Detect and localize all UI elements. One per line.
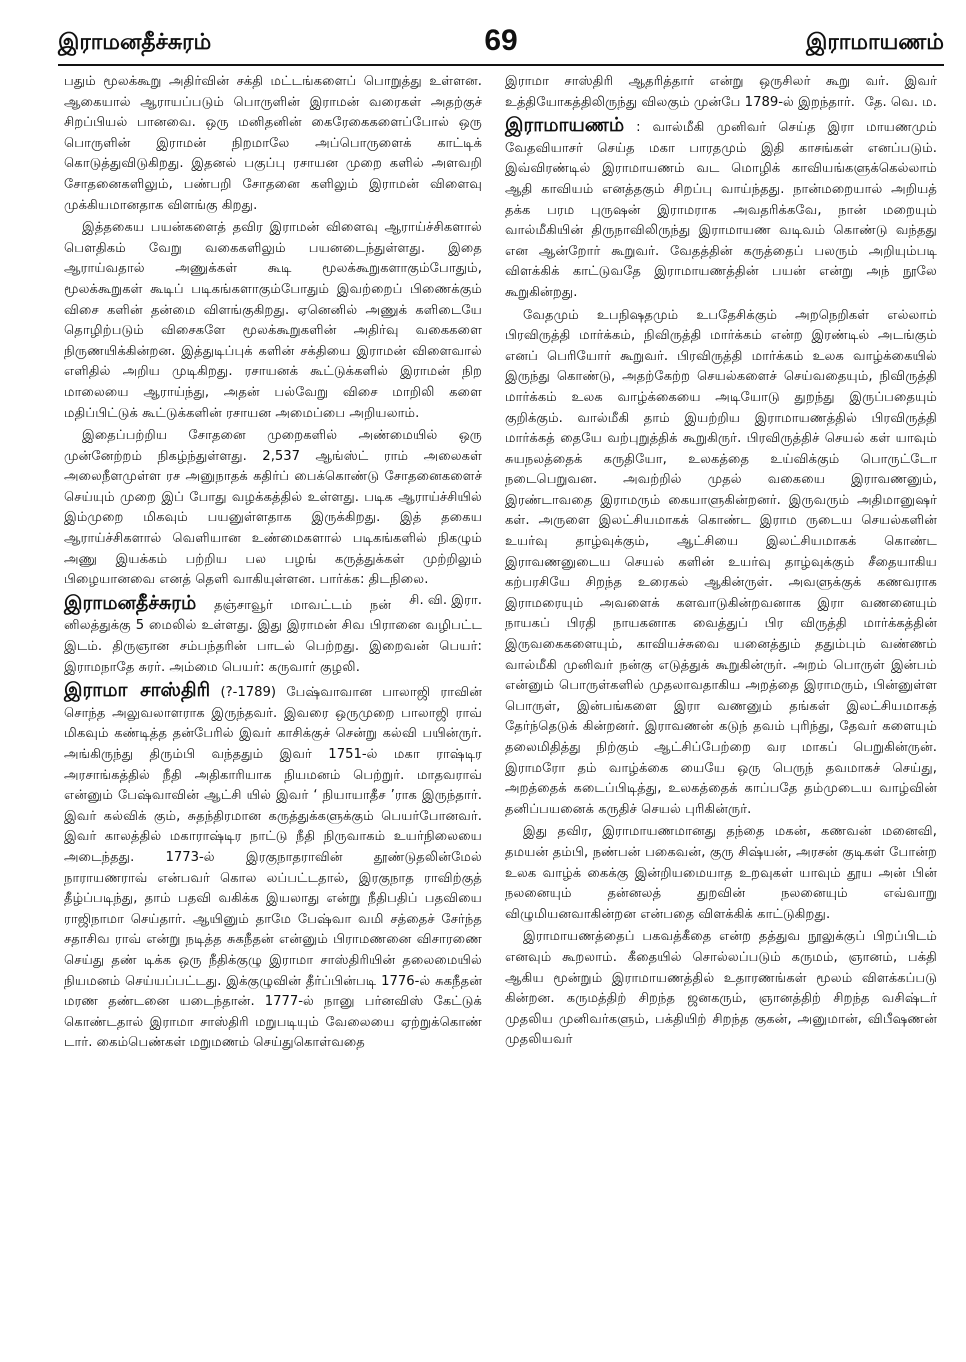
paragraph-text: இதைப்பற்றிய சோதனை முறைகளில் அண்மையில் ஒரு முன்னேற்றம் நிகழ்ந்துள்ளது. 2,537 ஆங்ஸ்ட் ராம் அலைகள் அலைநீளமுள்ள ரச அனுநாதக் கதிர்ப் பைக்கொண்டு சோதனைகளைச் செய்யும் முறை இப் போது வழக்கத்தில் உள்ளது. படிக ஆராய்ச்சியில் இம்முறை மிகவும் பயனுள்ளதாக இருக்கிறது. இத் தகைய ஆராய்ச்சிகளால் வெளியான உண்மைகளால் படிகங்களில் நிகழும் அணு இயக்கம் பற்றிய பல பழங் கருத்துக்கள் முற்றிலும் பிழையானவை எனத் தெளி வாகியுள்ளன. பார்க்க: திடநிலை. — [64, 428, 482, 588]
paragraph-text: இராமா சாஸ்திரி ஆதரித்தார் என்று ஒருசிலர் கூறு வர். இவர் உத்தியோகத்திலிருந்து விலகும் முன்பே 1789-ல் இறந்தார். — [505, 74, 937, 110]
paragraph: இத்தகைய பயன்களைத் தவிர இராமன் விளைவு ஆராய்ச்சிகளால் பௌதிகம் வேறு வகைகளிலும் பயனடைந்துள்ளது. இதை ஆராய்வதால் அணுக்கள் கூடி மூலக்கூறுகளாகும்போதும், மூலக்கூறுகள் கூடிப் படிகங்களாகும்போதும் இவற்றைப் பிணைக்கும் விசை களின் தன்மை விளங்குகிறது. ஏனெனில் அணுக் களிடையே தொழிற்படும் விசைகளே மூலக்கூறுகளின் அதிர்வு வகைகளை நிருணயிக்கின்றன. இத்துடிப்புக் களின் சக்தியை இராமன் விளைவால் எளிதில் அறிய முடிகிறது. ரசாயனக் கூட்டுக்களில் இராமன் நிற மாலையை ஆராய்ந்து, அதன் பல்வேறு விசை மாறிலி களை மதிப்பிட்டுக் கூட்டுக்களின் ரசாயன அமைப்பை அறியலாம். — [64, 220, 482, 421]
entry-rama-sastri — [64, 680, 482, 1054]
entry-dates: (?-1789) — [220, 685, 277, 701]
entry-heading: இராமா சாஸ்திரி — [64, 679, 211, 702]
author-initials: தே. வெ. ம. — [864, 94, 937, 110]
entry-body: பேஷ்வாவான பாலாஜி ராவின் சொந்த அலுவலாளராக இருந்தவர். இவரை ஒருமுறை பாலாஜி ராவ் மிகவும் கண்டித்த தன்பேரில் இவர் காசிக்குச் சென்று கல்வி பயின்ருர். அங்கிருந்து திரும்பி வந்ததும் இவர் 1751-ல் மகா ராஷ்டிர அரசாங்கத்தில் நீதி அதிகாரியாக நியமனம் பெற்றுர். மாதவராவ் என்னும் பேஷ்வாவின் ஆட்சி யில் இவர் ‘ நியாயாதீச ’ராக இருந்தார். இவர் கல்விக் கும், சுதந்திரமான கருத்துக்களுக்கும் பெயர்போனவர். இவர் காலத்தில் மகாராஷ்டிர நாட்டு நீதி நிருவாகம் உயர்நிலையை அடைந்தது. 1773-ல் இரகுநாதராவின் தூண்டுதலின்மேல் நாராயணராவ் என்பவர் கொல லப்பட்டதால், இரகுநாத ராவிற்குத் தீழ்ப்படிந்து, தாம் பதவி வகிக்க இயலாது என்று நீதிபதிப் பதவியை ராஜிநாமா செய்தார். ஆயினும் தாமே பேஷ்வா வமி சத்தைச் சேர்ந்த சதாசிவ ராவ் என்று நடித்த சுகநீதன் என்னும் பிராமணனை விசாரணை செய்து தண் டிக்க ஒரு நீதிக்குழு இராமா சாஸ்திரியின் தலைமையில் நியமனம் செய்யப்பட்டது. இக்குழுவின் தீர்ப்பின்படி 1776-ல் சுகநீதன் மரண தண்டனை யடைந்தான். 1777-ல் நானு பர்னவிஸ் கேட்டுக் கொண்டதால் இராமா சாஸ்திரி மறுபடியும் வேலையை ஏற்றுக்கொண் டார். கைம்பெண்கள் மறுமணம் செய்துகொள்வதை — [64, 685, 482, 1051]
running-head-right: இராமாயணம் — [805, 30, 944, 55]
paragraph — [505, 72, 937, 113]
entry-body: : வால்மீகி முனிவர் செய்த இரா மாயணமும் வேதவியாசர் செய்த மகா பாரதமும் இதி காசங்கள் எனப்படும். இவ்விரண்டில் இராமாயணம் வட மொழிக் காவியங்களுக்கெல்லாம் ஆதி காவியம் எனத்தகும் சிறப்பு வாய்ந்தது. நான்மறையால் அறியத் தக்க பரம புருஷன் இராமராக அவதரிக்கவே, நான் மறையும் வால்மீகியின் திருநாவிலிருந்து இராமாயண வடிவம் கொண்டு வந்தது என ஆன்றோர் கூறுவர். வேதத்தின் கருத்தைப் பலரும் அறியும்படி விளக்கிக் காட்டுவதே இராமாயணத்தின் பயன் என்று அந் நூலே கூறுகின்றது. — [505, 120, 937, 300]
left-column — [64, 72, 482, 1056]
page-header — [58, 26, 944, 62]
entry-body: தஞ்சாவூர் மாவட்டம் நன் னிலத்துக்கு 5 மைலில் உள்ளது. இது இராமன் சிவ பிரானை வழிபட்ட இடம். திருஞான சம்பந்தரின் பாடல் பெற்றது. இறைவன் பெயர்: இராமநாதே சுரர். அம்மை பெயர்: கருவார் குழலி. — [64, 597, 482, 675]
header-rule — [58, 64, 944, 66]
paragraph: இராமாயணத்தைப் பகவத்கீதை என்ற தத்துவ நூலுக்குப் பிறப்பிடம் எனவும் கூறலாம். கீதையில் சொல்லப்படும் கருமம், ஞானம், பக்தி ஆகிய மூன்றும் இராமாயணத்தில் உதாரணங்கள் மூலம் விளக்கப்படு கின்றன. கருமத்திற் சிறந்த ஜனகரும், ஞானத்திற் சிறந்த வசிஷ்டர் முதலிய முனிவர்களும், பக்தியிற் சிறந்த குகன், அனுமான், விபீஷணன் முதலியவர் — [505, 929, 937, 1048]
entry-heading: இராமாயணம் — [505, 114, 625, 137]
right-column — [505, 72, 937, 1053]
paragraph: இது தவிர, இராமாயணமானது தந்தை மகன், கணவன் மனைவி, தமயன் தம்பி, நண்பன் பகைவன், குரு சிஷ்யன், அரசன் குடிகள் போன்ற உலக வாழ்க் கைக்கு இன்றியமையாத உறவுகள் யாவும் தூய அன் பின் நலனையும் தன்னலத் துறவின் நலனையும் எவ்வாறு விழுமியனவாகின்றன என்பதை விளக்கிக் காட்டுகிறது. — [505, 824, 937, 922]
page-number: 69 — [484, 24, 518, 57]
paragraph: பதும் மூலக்கூறு அதிர்வின் சக்தி மட்டங்களைப் பொறுத்து உள்ளன. ஆகையால் ஆராயப்படும் பொருளின் இராமன் வரைகள் அதற்குச் சிறப்பியல் பானவை. ஒரு மனிதனின் கைரேகைகளைப்போல் ஒரு பொருளின் இராமன் நிறமாலே அப்பொருளைக் காட்டிக் கொடுத்துவிடுகிறது. இதனல் பகுப்பு ரசாயன முறை களில் அளவறி சோதனைகளிலும், பண்பறி சோதனை களிலும் இராமன் விளைவு முக்கியமானதாக விளங்கு கிறது. — [64, 74, 482, 213]
paragraph: வேதமும் உபநிஷதமும் உபதேசிக்கும் அறநெறிகள் எல்லாம் பிரவிருத்தி மார்க்கம், நிவிருத்தி மார்க்கம் என்ற இரண்டில் அடங்கும் எனப் பெரியோர் கூறுவர். பிரவிருத்தி மார்க்கம் உலக வாழ்க்கையில் இருந்து கொண்டு, அதற்கேற்ற செயல்களைச் செய்வதையும், நிவிருத்தி மார்க்கம் உலக வாழ்க்கையை அடியோடு துறந்து இருப்பதையும் குறிக்கும். வால்மீகி தாம் இயற்றிய இராமாயணத்தில் பிரவிருத்தி மார்க்கத் தையே வற்புறுத்திக் கூறுகிருர். பிரவிருத்திச் செயல் கள் யாவும் சுயநலத்தைக் கருதியோ, உலகத்தை உய்விக்கும் பொருட்டோ நடைபெறுவன. அவற்றில் முதல் வகையை இராவணனும், இரண்டாவதை இராமரும் கையாளுகின்றனர். இருவரும் அதிமானுஷர் கள். அருளை இலட்சியமாகக் கொண்ட இராம ருடைய செயல்களின் உயர்வு தாழ்வுக்கும், ஆட்சியை இலட்சியமாகக் கொண்ட இராவணனுடைய செயல் களின் உயர்வு தாழ்வுக்கும் சீதையாகிய கற்பரசியே சிறந்த உரைகல் ஆகின்ருள். அவளுக்குக் கணவராக இராமரையும் அவளைக் களவாடுகின்றவனாக இரா வணனையும் நாயகப் பிரதி நாயகனாக வைத்துப் பிர விருத்தி மார்க்கத்தின் இருவகைகளையும், காவியச்சுவை யனைத்தும் ததும்பும் வண்ணம் வால்மீகி முனிவர் நன்கு எடுத்துக் கூறுகின்ருர். அறம் பொருள் இன்பம் என்னும் பொருள்களில் முதலாவதாகிய அறத்தை இராமரும், பின்னுள்ள பொருள், இன்பங்களை இரா வணனும் தங்கள் இலட்சியமாகத் தேர்ந்தெடுக் கின்றனர். இராவணன் கடுந் தவம் புரிந்து, தேவர் களையும் தலைமிதித்து நிற்கும் ஆட்சிப்பேற்றை வர மாகப் பெறுகின்ருன். இராமரோ தம் வாழ்க்கை யையே ஒரு பெருந் தவமாகச் செய்து, அறத்தைக் கடைப்பிடித்து, உலகத்தைக் காப்பதே தம்முடைய வாழ்வின் தனிப்பயனைக் கருதிச் செயல் புரிகின்ருர். — [505, 307, 937, 817]
author-initials: சி. வி. இரா. — [409, 592, 482, 608]
running-head-left: இராமனதீச்சுரம் — [58, 30, 212, 55]
entry-ramayanam — [505, 115, 937, 303]
entry-heading: இராமனதீச்சுரம் — [64, 591, 197, 614]
